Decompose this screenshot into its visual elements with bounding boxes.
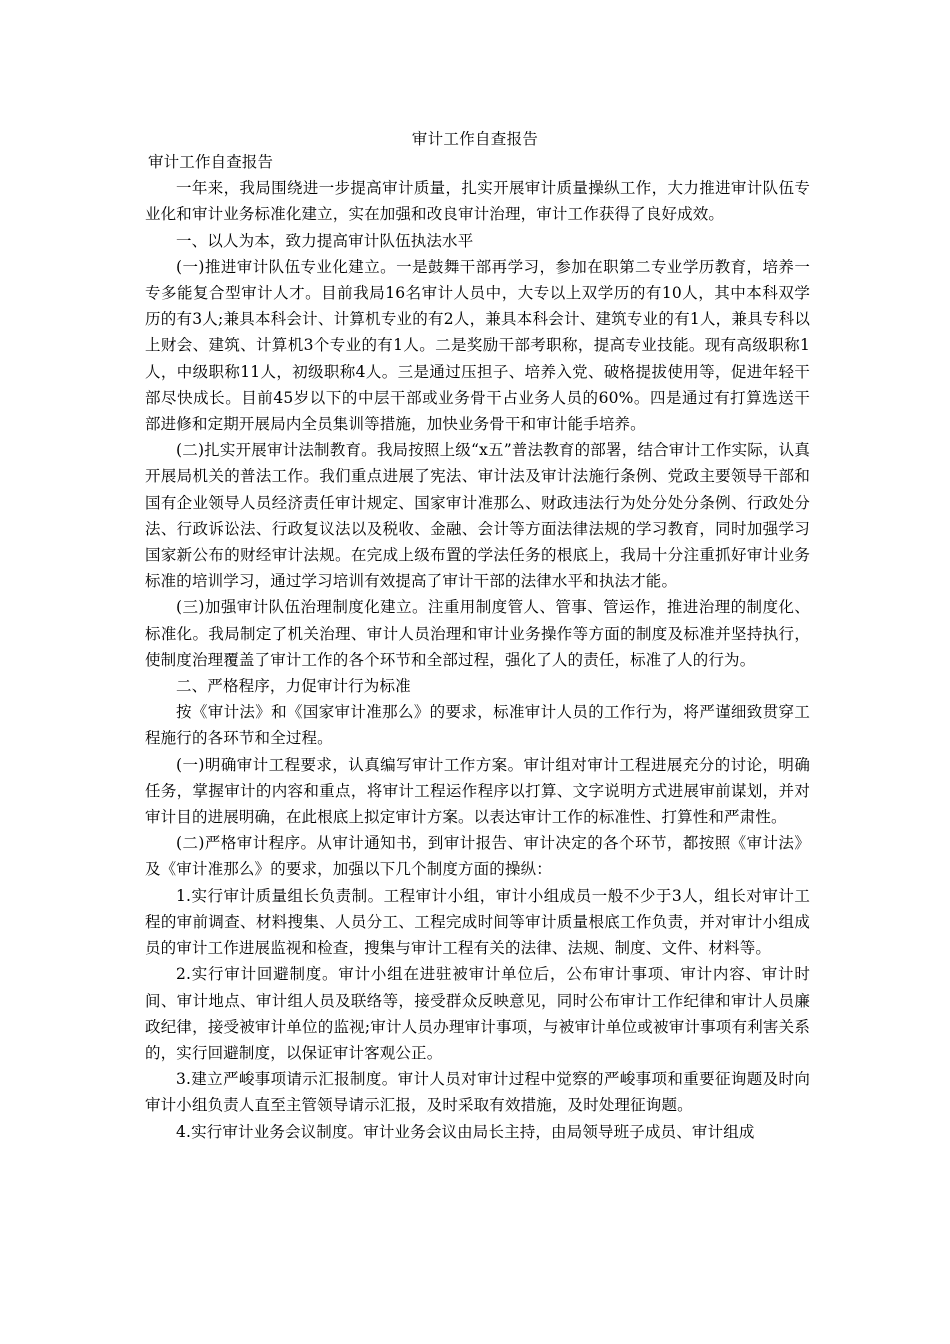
paragraph-2-2: (二)严格审计程序。从审计通知书，到审计报告、审计决定的各个环节，都按照《审计法》及《审计准那么》的要求，加强以下几个制度方面的操纵： <box>145 834 810 879</box>
paragraph-2-1: (一)明确审计工程要求，认真编写审计工作方案。审计组对审计工程进展充分的讨论，明确任务，掌握审计的内容和重点，将审计工程运作程序以打算、文字说明方式进展审前谋划，并对审计目的进展明确，在此根底上拟定审计方案。以表达审计工作的标准性、打算性和严肃性。 <box>145 755 810 827</box>
document-title: 审计工作自查报告 <box>411 130 539 148</box>
section-heading-1: 一、以人为本，致力提高审计队伍执法水平 <box>176 231 474 250</box>
list-item-2: 2.实行审计回避制度。审计小组在进驻被审计单位后，公布审计事项、审计内容、审计时间、审计地点、审计组人员及联络等，接受群众反映意见，同时公布审计工作纪律和审计人员廉政纪律，接受被审计单位的监视;审计人员办理审计事项，与被审计单位或被审计事项有利害关系的，实行回避制度，以保证审计客观公正。 <box>145 965 810 1062</box>
list-item-4: 4.实行审计业务会议制度。审计业务会议由局长主持，由局领导班子成员、审计组成 <box>176 1122 755 1141</box>
paragraph-intro: 一年来，我局围绕进一步提高审计质量，扎实开展审计质量操纵工作，大力推进审计队伍专业化和审计业务标准化建立，实在加强和改良审计治理，审计工作获得了良好成效。 <box>145 179 810 224</box>
document-body <box>145 149 810 1145</box>
paragraph-1-3: (三)加强审计队伍治理制度化建立。注重用制度管人、管事、管运作，推进治理的制度化、标准化。我局制定了机关治理、审计人员治理和审计业务操作等方面的制度及标准并坚持执行，使制度治理覆盖了审计工作的各个环节和全部过程，强化了人的责任，标准了人的行为。 <box>145 598 810 669</box>
paragraph-2-intro: 按《审计法》和《国家审计准那么》的要求，标准审计人员的工作行为，将严谨细致贯穿工程施行的各环节和全过程。 <box>145 703 810 748</box>
list-item-3: 3.建立严峻事项请示汇报制度。审计人员对审计过程中觉察的严峻事项和重要征询题及时向审计小组负责人直至主管领导请示汇报，及时采取有效措施，及时处理征询题。 <box>145 1070 810 1115</box>
section-heading-2: 二、严格程序，力促审计行为标准 <box>176 677 411 696</box>
list-item-1: 1.实行审计质量组长负责制。工程审计小组，审计小组成员一般不少于3人，组长对审计工程的审前调查、材料搜集、人员分工、工程完成时间等审计质量根底工作负责，并对审计小组成员的审计工作进展监视和检查，搜集与审计工程有关的法律、法规、制度、文件、材料等。 <box>145 886 810 958</box>
paragraph-1-1: (一)推进审计队伍专业化建立。一是鼓舞干部再学习，参加在职第二专业学历教育，培养一专多能复合型审计人才。目前我局16名审计人员中，大专以上双学历的有10人，其中本科双学历的有3人;兼具本科会计、计算机专业的有2人，兼具本科会计、建筑专业的有1人，兼具专科以上财会、建筑、计算机3个专业的有1人。二是奖励干部考职称，提高专业技能。现有高级职称1人，中级职称11人，初级职称4人。三是通过压担子、培养入党、破格提拔使用等，促进年轻干部尽快成长。目前45岁以下的中层干部或业务骨干占业务人员的60%。四是通过有打算选送干部进修和定期开展局内全员集训等措施，加快业务骨干和审计能手培养。 <box>145 257 810 434</box>
paragraph-1-2: (二)扎实开展审计法制教育。我局按照上级“x五”普法教育的部署，结合审计工作实际，认真开展局机关的普法工作。我们重点进展了宪法、审计法及审计法施行条例、党政主要领导干部和国有企业领导人员经济责任审计规定、国家审计准那么、财政违法行为处分处分条例、行政处分法、行政诉讼法、行政复议法以及税收、金融、会计等方面法律法规的学习教育，同时加强学习国家新公布的财经审计法规。在完成上级布置的学法任务的根底上，我局十分注重抓好审计业务标准的培训学习，通过学习培训有效提高了审计干部的法律水平和执法才能。 <box>145 441 810 591</box>
document-subtitle: 审计工作自查报告 <box>148 153 274 171</box>
